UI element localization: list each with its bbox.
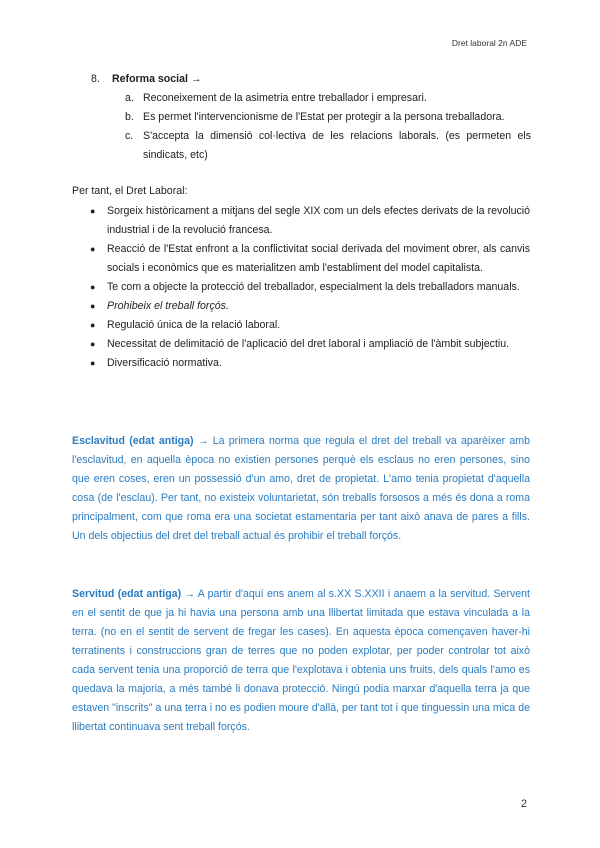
bullet-item: [72, 335, 530, 354]
intro-text: Per tant, el Dret Laboral:: [72, 185, 188, 197]
paragraph-heading: Servitud (edat antiga): [72, 588, 182, 600]
section-reforma-social: [84, 70, 531, 165]
arrow-glyph: →: [187, 73, 202, 85]
bullet-item: [72, 316, 530, 335]
bullet-dot-icon: ●: [90, 301, 96, 311]
bullet-dot-icon: ●: [90, 282, 96, 292]
paragraph-body: → La primera norma que regula el dret del treball va aparèixer amb l'esclavitud, en aquella època no existien persones perquè els esclaus no eren persones, sino que eren coses, eren un possessió d'un amo, dret de propietat. L'amo tenia propietat d'aquella cosa (de l'esclau). Per tant, no existeix voluntarietat, són treballs forsosos a més és dona a roma principalment, com que roma era una societat estamentaria per tant això anava de pares a fills. Un dels objectius del dret del treball actual és prohibir el treball forçós.: [72, 435, 530, 542]
bullet-dot-icon: ●: [90, 206, 96, 216]
paragraph-servitud: [72, 585, 530, 737]
bullet-item: [72, 297, 530, 316]
bullet-text: Sorgeix històricament a mitjans del segle XIX com un dels efectes derivats de la revolució industrial i de la revolució francesa.: [107, 205, 530, 236]
page-header: Dret laboral 2n ADE: [451, 38, 527, 48]
paragraph-body: → A partir d'aquí ens anem al s.XX S.XXII i anaem a la servitud. Servent en el sentit de que ja hi havia una persona amb una llibertat limitada que estava vinculada a la terra. (no en el sentit de servent de fregar les cases). En aquesta època començaven haver-hi terratinents i construccions gran de terres que no poden explotar, per poder controlar tot això cada servent tenia una proporció de terra que l'explotava i obtenia uns fruits, dels quals l'amo es quedava la majoria, a més també li donava protecció. Ningú podia marxar d'aquella terra ja que estaven "inscrits" a una terra i no es podien moure d'allà, per tant tot i que tinguessin una mica de llibertat continuava sent treball forçós.: [72, 588, 530, 733]
page-number: 2: [520, 798, 527, 810]
section-title-line: [91, 70, 531, 89]
bullet-list: [72, 202, 530, 373]
bullet-dot-icon: ●: [90, 358, 96, 368]
list-item: [84, 127, 531, 165]
bullet-text: Diversificació normativa.: [107, 357, 222, 369]
list-item-text: Reconeixement de la asimetria entre treballador i empresari.: [143, 92, 427, 104]
sub-list: [84, 89, 531, 165]
bullet-text: Prohibeix el treball forçós.: [107, 300, 229, 312]
bullet-text: Te com a objecte la protecció del treballador, especialment la dels treballadors manuals.: [107, 281, 520, 293]
paragraph-esclavitud: [72, 432, 530, 546]
bullet-text: Reacció de l'Estat enfront a la conflictivitat social derivada del moviment obrer, als canvis socials i econòmics que es materialitzen amb l'establiment del model capitalista.: [107, 243, 530, 274]
bullet-item: [72, 202, 530, 240]
paragraph-heading: Esclavitud (edat antiga): [72, 435, 194, 447]
list-item-letter: b.: [125, 111, 134, 123]
bullet-dot-icon: ●: [90, 339, 96, 349]
bullet-dot-icon: ●: [90, 320, 96, 330]
list-item-letter: a.: [125, 92, 134, 104]
list-item: [84, 108, 531, 127]
bullet-text: Necessitat de delimitació de l'aplicació del dret laboral i ampliació de l'àmbit subjectiu.: [107, 338, 510, 350]
list-item: [84, 89, 531, 108]
bullet-text: Regulació única de la relació laboral.: [107, 319, 281, 331]
section-number: 8.: [91, 73, 100, 85]
bullet-item: [72, 240, 530, 278]
bullet-item: [72, 278, 530, 297]
list-item-letter: c.: [125, 130, 134, 142]
bullet-item: [72, 354, 530, 373]
list-item-text: Es permet l'intervencionisme de l'Estat per protegir a la persona treballadora.: [143, 111, 505, 123]
section-title: Reforma social: [112, 73, 188, 85]
bullet-dot-icon: ●: [90, 244, 96, 254]
list-item-text: S'accepta la dimensió col·lectiva de les relacions laborals. (es permeten els sindicats, etc): [143, 130, 531, 161]
